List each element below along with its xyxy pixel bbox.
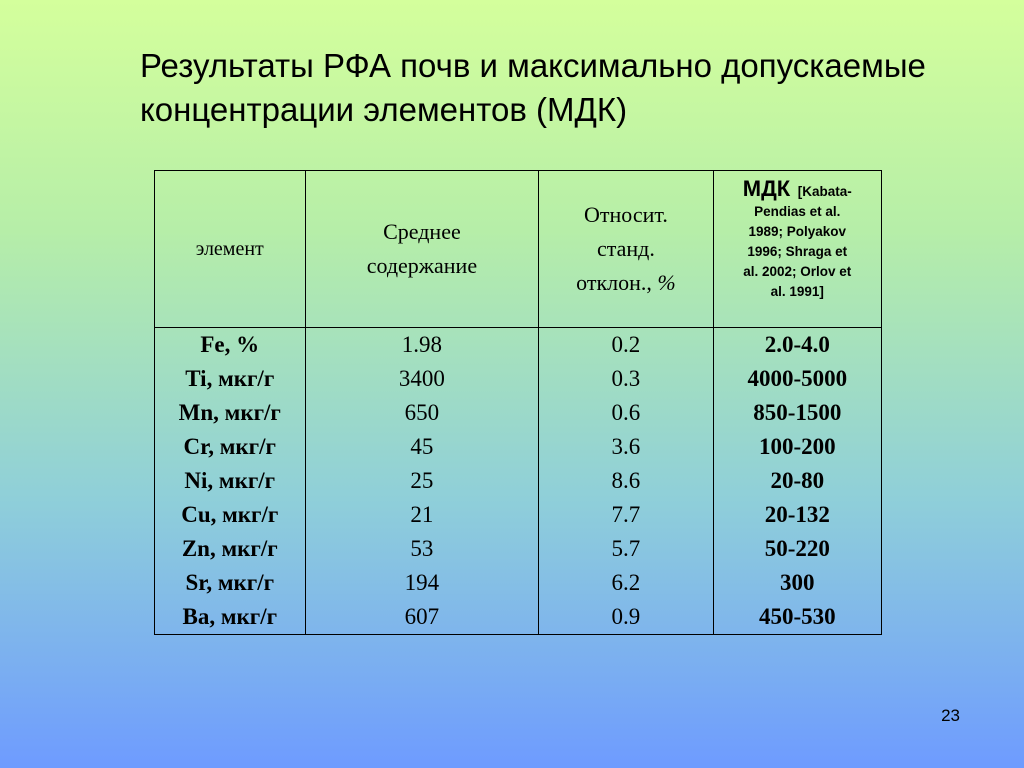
header-rsd (539, 171, 713, 328)
mean-cell: 45 (410, 434, 434, 459)
page-number: 23 (941, 706, 960, 725)
slide-title (140, 44, 980, 132)
element-cell: Ba, мкг/г (182, 604, 278, 629)
mdk-cell: 20-80 (770, 468, 825, 493)
rsd-cell: 6.2 (611, 570, 641, 595)
element-cell: Mn, мкг/г (178, 400, 281, 425)
rsd-cell: 3.6 (611, 434, 641, 459)
header-element-label: элемент (195, 237, 264, 260)
header-mean (305, 171, 539, 328)
header-mdk-ref-5: al. 2002; Orlov et (743, 264, 852, 279)
rsd-cell: 0.2 (611, 332, 641, 357)
mean-cell: 53 (410, 536, 434, 561)
header-mdk-first-line (714, 176, 881, 202)
mdk-cell: 50-220 (764, 536, 830, 561)
header-element (155, 171, 306, 328)
mdk-cell: 300 (780, 570, 815, 595)
slide-title-line-2: концентрации элементов (МДК) (140, 91, 628, 128)
header-rsd-line-3 (539, 266, 712, 300)
mean-cell: 650 (404, 400, 440, 425)
header-mdk-ref-2: Pendias et al. (754, 204, 841, 219)
rsd-cell: 0.9 (611, 604, 641, 629)
mean-cell: 607 (404, 604, 440, 629)
mdk-cell: 2.0-4.0 (764, 332, 830, 357)
mean-cell: 21 (410, 502, 434, 527)
mean-cell: 194 (404, 570, 440, 595)
mdk-column (713, 328, 881, 635)
element-cell: Fe, % (200, 332, 260, 357)
header-mdk-ref-3: 1989; Polyakov (748, 224, 847, 239)
mean-cell: 25 (410, 468, 434, 493)
mean-column (305, 328, 539, 635)
mdk-cell: 100-200 (758, 434, 836, 459)
mean-cell: 3400 (398, 366, 445, 391)
mdk-cell: 20-132 (764, 502, 830, 527)
element-cell: Sr, мкг/г (185, 570, 275, 595)
header-mdk (713, 171, 881, 328)
table-header-row (155, 171, 882, 328)
header-rsd-text: отклон., (576, 270, 652, 295)
element-cell: Ni, мкг/г (184, 468, 276, 493)
element-cell: Zn, мкг/г (181, 536, 278, 561)
header-rsd-unit: % (657, 270, 676, 295)
rsd-cell: 8.6 (611, 468, 641, 493)
mdk-cell: 450-530 (758, 604, 836, 629)
header-mdk-ref-1: [Kabata- (797, 184, 852, 199)
header-rsd-line-2: станд. (596, 236, 655, 261)
rsd-cell: 0.3 (611, 366, 641, 391)
header-mean-line-2: содержание (366, 253, 478, 278)
mean-cell: 1.98 (401, 332, 443, 357)
element-cell: Cu, мкг/г (181, 502, 279, 527)
mdk-cell: 4000-5000 (747, 366, 848, 391)
header-mdk-main: МДК (742, 176, 791, 201)
element-cell: Cr, мкг/г (183, 434, 276, 459)
rsd-cell: 5.7 (611, 536, 641, 561)
element-cell: Ti, мкг/г (185, 366, 275, 391)
header-mean-line-1: Среднее (383, 219, 461, 244)
rsd-cell: 7.7 (611, 502, 641, 527)
element-column (155, 328, 306, 635)
mdk-cell: 850-1500 (753, 400, 842, 425)
slide-title-line-1: Результаты РФА почв и максимально допускаемые (140, 47, 926, 84)
rsd-cell: 0.6 (611, 400, 641, 425)
header-mdk-ref-4: 1996; Shraga et (747, 244, 848, 259)
table-body-row (155, 328, 882, 635)
rsd-column (539, 328, 713, 635)
header-mdk-ref-6: al. 1991] (770, 284, 824, 299)
results-table (154, 170, 882, 635)
header-rsd-line-1: Относит. (584, 202, 668, 227)
